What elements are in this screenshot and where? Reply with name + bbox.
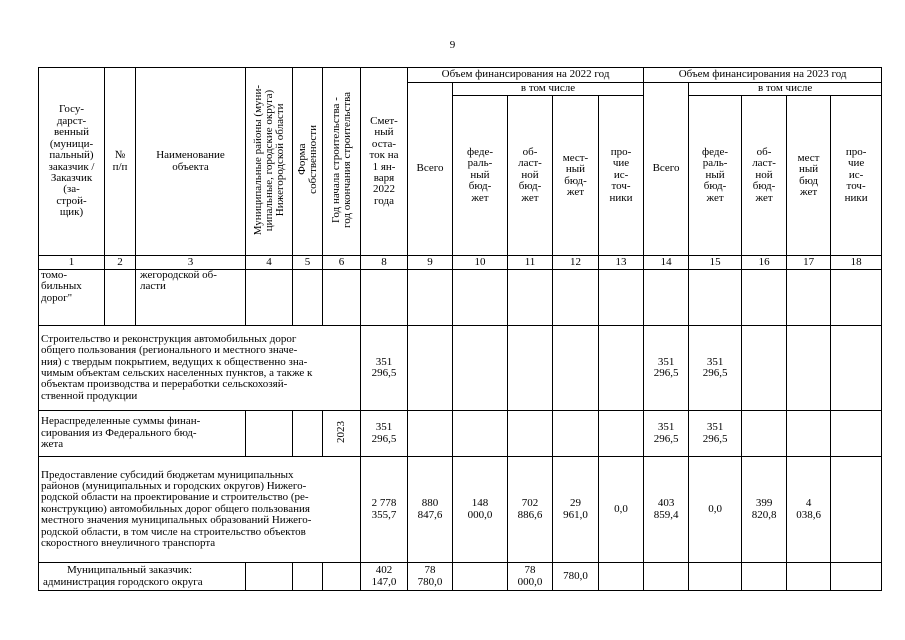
- header-total-2022: Всего: [408, 83, 453, 256]
- cell-federal-2023: 0,0: [689, 457, 742, 563]
- cell-empty: [831, 411, 882, 457]
- column-number: 12: [553, 256, 599, 270]
- cell-regional-2023: 399 820,8: [742, 457, 787, 563]
- cell-empty: [453, 411, 508, 457]
- cell-customer: томо- бильных дорог": [39, 270, 105, 326]
- cell-empty: [599, 326, 644, 411]
- cell-estimate: 402 147,0: [361, 563, 408, 591]
- cell-federal-2023: 351 296,5: [689, 326, 742, 411]
- table-row: [39, 326, 882, 411]
- financing-table: [38, 67, 882, 591]
- cell-total-2023: 351 296,5: [644, 326, 689, 411]
- cell-empty: [508, 326, 553, 411]
- cell-empty: [408, 326, 453, 411]
- table-row: [39, 411, 882, 457]
- column-number: 16: [742, 256, 787, 270]
- column-number: 6: [323, 256, 361, 270]
- cell-estimate: 2 778 355,7: [361, 457, 408, 563]
- header-years: [323, 68, 361, 256]
- header-local-2022: мест- ный бюд- жет: [553, 96, 599, 256]
- cell-local-2022: 780,0: [553, 563, 599, 591]
- cell-empty: [293, 411, 323, 457]
- header-total-2023: Всего: [644, 83, 689, 256]
- cell-empty: [831, 270, 882, 326]
- column-number: 11: [508, 256, 553, 270]
- cell-empty: [453, 326, 508, 411]
- cell-empty: [689, 270, 742, 326]
- column-number: 13: [599, 256, 644, 270]
- cell-empty: [508, 411, 553, 457]
- header-fin-2022: Объем финансирования на 2022 год: [408, 68, 644, 83]
- cell-description: Строительство и реконструкция автомобильных дорог общего пользования (регионального и местного значе- ния) с твердым покрытием, ведущих к общественно зна- чимым объектам сельских населенных пунктов, а также к объектам производства и переработки сельскохозяй- ственной продукции: [39, 326, 361, 411]
- cell-description: Нераспределенные суммы финан- сирования из Федерального бюд- жета: [39, 411, 246, 457]
- page-number: 9: [449, 39, 456, 51]
- cell-empty: [323, 270, 361, 326]
- cell-empty: [742, 270, 787, 326]
- cell-empty: [599, 270, 644, 326]
- table-row: [39, 563, 882, 591]
- cell-regional-2022: 702 886,6: [508, 457, 553, 563]
- cell-empty: [787, 270, 831, 326]
- cell-estimate: 351 296,5: [361, 326, 408, 411]
- cell-empty: [293, 563, 323, 591]
- header-regional-2023: об- ласт- ной бюд- жет: [742, 96, 787, 256]
- table-row: [39, 270, 882, 326]
- cell-local-2023: 4 038,6: [787, 457, 831, 563]
- header-np: № п/п: [105, 68, 136, 256]
- cell-empty: [105, 270, 136, 326]
- cell-empty: [408, 270, 453, 326]
- cell-municipal-text: Муниципальный заказчик: администрация городского округа: [43, 564, 203, 588]
- cell-total-2022: 78 780,0: [408, 563, 453, 591]
- cell-empty: [742, 563, 787, 591]
- cell-empty: [553, 326, 599, 411]
- cell-empty: [599, 411, 644, 457]
- column-number: 5: [293, 256, 323, 270]
- cell-empty: [831, 563, 882, 591]
- column-number: 2: [105, 256, 136, 270]
- cell-empty: [742, 326, 787, 411]
- column-number: 10: [453, 256, 508, 270]
- table-row: [39, 457, 882, 563]
- cell-federal-2023: 351 296,5: [689, 411, 742, 457]
- cell-empty: [293, 270, 323, 326]
- header-local-2023: мест ный бюд жет: [787, 96, 831, 256]
- cell-empty: [553, 270, 599, 326]
- cell-empty: [599, 563, 644, 591]
- header-other-2023: про- чие ис- точ- ники: [831, 96, 882, 256]
- column-number: 4: [246, 256, 293, 270]
- cell-estimate: 351 296,5: [361, 411, 408, 457]
- cell-empty: [644, 270, 689, 326]
- cell-empty: [644, 563, 689, 591]
- header-ownership-text: Форма собственности: [295, 125, 319, 195]
- cell-year-text: 2023: [334, 420, 347, 443]
- cell-description: Предоставление субсидий бюджетам муниципальных районов (муниципальных и городских округов) Нижего- родской области на проектирование и строительство (ре- конструкцию) автомобильных дорог общего пользования местного значения муниципальных образований Нижего- родской области, в том числе на строительство объектов скоростного внеуличного транспорта: [39, 457, 361, 563]
- header-fin-2023: Объем финансирования на 2023 год: [644, 68, 882, 83]
- cell-empty: [361, 270, 408, 326]
- header-including-2023: в том числе: [689, 83, 882, 96]
- header-customer: Госу- дарст- венный (муници- пальный) заказчик / Заказчик (за- строй- щик): [39, 68, 105, 256]
- header-years-text: Год начала строительства - год окончания строительства: [329, 91, 353, 228]
- header-ownership: [293, 68, 323, 256]
- cell-empty: [831, 326, 882, 411]
- cell-other-2022: 0,0: [599, 457, 644, 563]
- cell-empty: [246, 270, 293, 326]
- cell-empty: [453, 563, 508, 591]
- cell-empty: [453, 270, 508, 326]
- header-districts-text: Муниципальные районы (муни- ципальные, городские округа) Нижегородской области: [251, 84, 286, 235]
- cell-empty: [689, 563, 742, 591]
- column-number: 14: [644, 256, 689, 270]
- header-other-2022: про- чие ис- точ- ники: [599, 96, 644, 256]
- cell-empty: [831, 457, 882, 563]
- cell-empty: [323, 563, 361, 591]
- column-number: 3: [136, 256, 246, 270]
- cell-local-2022: 29 961,0: [553, 457, 599, 563]
- cell-object-name: жегородской об- ласти: [136, 270, 246, 326]
- cell-empty: [246, 563, 293, 591]
- header-districts: [246, 68, 293, 256]
- cell-year: [323, 411, 361, 457]
- cell-total-2023: 403 859,4: [644, 457, 689, 563]
- cell-description: [39, 563, 246, 591]
- cell-total-2022: 880 847,6: [408, 457, 453, 563]
- column-numbers-row: [39, 256, 882, 270]
- header-federal-2023: феде- раль- ный бюд- жет: [689, 96, 742, 256]
- cell-empty: [787, 563, 831, 591]
- header-object-name: Наименование объекта: [136, 68, 246, 256]
- column-number: 18: [831, 256, 882, 270]
- cell-empty: [246, 411, 293, 457]
- cell-regional-2022: 78 000,0: [508, 563, 553, 591]
- cell-empty: [508, 270, 553, 326]
- column-number: 9: [408, 256, 453, 270]
- column-number: 17: [787, 256, 831, 270]
- cell-empty: [787, 326, 831, 411]
- header-estimate: Смет- ный оста- ток на 1 ян- варя 2022 года: [361, 68, 408, 256]
- column-number: 15: [689, 256, 742, 270]
- header-including-2022: в том числе: [453, 83, 644, 96]
- cell-empty: [553, 411, 599, 457]
- column-number: 1: [39, 256, 105, 270]
- cell-total-2023: 351 296,5: [644, 411, 689, 457]
- cell-empty: [787, 411, 831, 457]
- header-regional-2022: об- ласт- ной бюд- жет: [508, 96, 553, 256]
- column-number: 8: [361, 256, 408, 270]
- cell-federal-2022: 148 000,0: [453, 457, 508, 563]
- header-federal-2022: феде- раль- ный бюд- жет: [453, 96, 508, 256]
- cell-empty: [742, 411, 787, 457]
- cell-empty: [408, 411, 453, 457]
